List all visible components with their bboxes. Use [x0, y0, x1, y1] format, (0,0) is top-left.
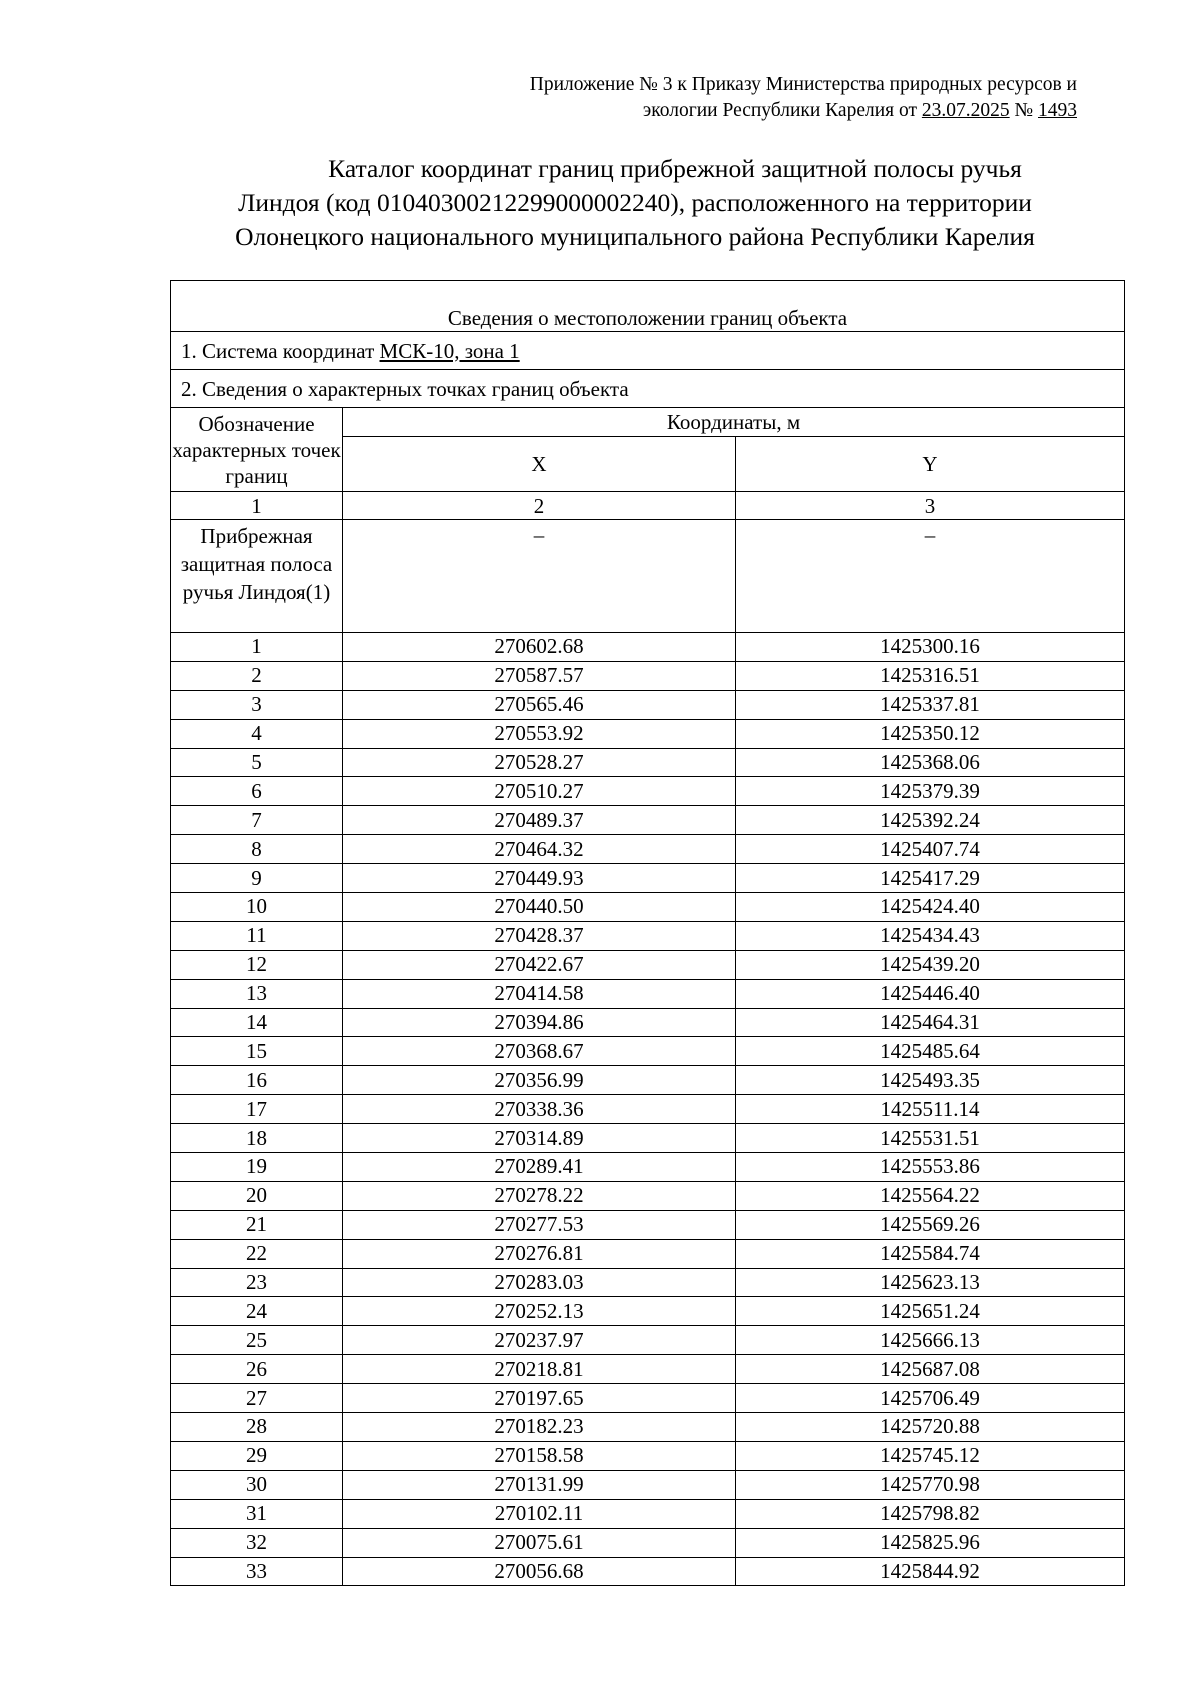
table-row [171, 835, 1125, 864]
table-row [171, 1384, 1125, 1413]
point-y: 1425584.74 [736, 1239, 1125, 1268]
point-x: 270056.68 [343, 1557, 736, 1586]
point-x: 270197.65 [343, 1384, 736, 1413]
point-x: 270356.99 [343, 1066, 736, 1095]
point-x: 270338.36 [343, 1095, 736, 1124]
point-x: 270158.58 [343, 1441, 736, 1470]
group-row [171, 520, 1125, 633]
point-y: 1425844.92 [736, 1557, 1125, 1586]
point-number: 8 [171, 835, 343, 864]
point-number: 6 [171, 777, 343, 806]
table-row [171, 1355, 1125, 1384]
point-x: 270283.03 [343, 1268, 736, 1297]
point-y: 1425379.39 [736, 777, 1125, 806]
point-number: 24 [171, 1297, 343, 1326]
coordinate-system-value: МСК-10, зона 1 [379, 338, 520, 363]
table-row [171, 806, 1125, 835]
table-row [171, 690, 1125, 719]
title-line-3: Олонецкого национального муниципального района Республики Карелия [235, 222, 1035, 251]
point-number: 9 [171, 864, 343, 893]
col-x-header: X [343, 437, 736, 492]
table-row [171, 1557, 1125, 1586]
point-y: 1425485.64 [736, 1037, 1125, 1066]
column-header-row-1 [171, 408, 1125, 437]
point-number: 33 [171, 1557, 343, 1586]
point-y: 1425798.82 [736, 1499, 1125, 1528]
group-label: Прибрежная защитная полоса ручья Линдоя(1) [171, 520, 343, 633]
point-x: 270440.50 [343, 893, 736, 922]
point-x: 270449.93 [343, 864, 736, 893]
point-y: 1425720.88 [736, 1413, 1125, 1442]
order-date: 23.07.2025 [921, 100, 1010, 121]
table-row [171, 864, 1125, 893]
point-x: 270489.37 [343, 806, 736, 835]
table-row [171, 1499, 1125, 1528]
point-y: 1425569.26 [736, 1210, 1125, 1239]
order-number-prefix: № [1009, 100, 1038, 121]
point-y: 1425424.40 [736, 893, 1125, 922]
group-x-value: – [343, 520, 736, 633]
point-number: 1 [171, 633, 343, 662]
point-number: 31 [171, 1499, 343, 1528]
point-number: 19 [171, 1153, 343, 1182]
point-number: 3 [171, 690, 343, 719]
point-x: 270553.92 [343, 719, 736, 748]
point-number: 12 [171, 950, 343, 979]
point-number: 25 [171, 1326, 343, 1355]
table-row [171, 1037, 1125, 1066]
table-row [171, 1008, 1125, 1037]
point-number: 18 [171, 1124, 343, 1153]
point-y: 1425825.96 [736, 1528, 1125, 1557]
point-y: 1425407.74 [736, 835, 1125, 864]
table-header: Сведения о местоположении границ объекта [171, 281, 1125, 332]
point-y: 1425745.12 [736, 1441, 1125, 1470]
point-y: 1425531.51 [736, 1124, 1125, 1153]
point-y: 1425666.13 [736, 1326, 1125, 1355]
point-x: 270289.41 [343, 1153, 736, 1182]
document-title [170, 152, 1100, 254]
point-y: 1425439.20 [736, 950, 1125, 979]
col-coords-header: Координаты, м [343, 408, 1125, 437]
table-row [171, 1268, 1125, 1297]
point-x: 270428.37 [343, 921, 736, 950]
col-designation-header: Обозначение характерных точек границ [171, 408, 343, 492]
point-number: 28 [171, 1413, 343, 1442]
point-y: 1425350.12 [736, 719, 1125, 748]
point-x: 270237.97 [343, 1326, 736, 1355]
point-x: 270182.23 [343, 1413, 736, 1442]
point-y: 1425493.35 [736, 1066, 1125, 1095]
point-number: 4 [171, 719, 343, 748]
point-y: 1425464.31 [736, 1008, 1125, 1037]
table-row [171, 1066, 1125, 1095]
points-section-row [171, 370, 1125, 408]
point-number: 27 [171, 1384, 343, 1413]
point-x: 270102.11 [343, 1499, 736, 1528]
point-y: 1425417.29 [736, 864, 1125, 893]
point-number: 13 [171, 979, 343, 1008]
point-x: 270464.32 [343, 835, 736, 864]
col-number-1: 1 [171, 492, 343, 520]
point-number: 29 [171, 1441, 343, 1470]
table-row [171, 748, 1125, 777]
point-x: 270276.81 [343, 1239, 736, 1268]
point-y: 1425706.49 [736, 1384, 1125, 1413]
table-header-row [171, 281, 1125, 332]
table-row [171, 1326, 1125, 1355]
point-number: 22 [171, 1239, 343, 1268]
point-x: 270422.67 [343, 950, 736, 979]
table-row [171, 1441, 1125, 1470]
table-row [171, 1095, 1125, 1124]
title-line-2: Линдоя (код 01040300212299000002240), расположенного на территории [238, 188, 1032, 217]
point-x: 270218.81 [343, 1355, 736, 1384]
title-line-1: Каталог координат границ прибрежной защитной полосы ручья [328, 154, 1022, 183]
point-y: 1425300.16 [736, 633, 1125, 662]
point-x: 270075.61 [343, 1528, 736, 1557]
coordinate-system [171, 332, 1125, 370]
column-number-row [171, 492, 1125, 520]
point-x: 270587.57 [343, 661, 736, 690]
order-number: 1493 [1038, 100, 1077, 121]
point-x: 270277.53 [343, 1210, 736, 1239]
point-x: 270368.67 [343, 1037, 736, 1066]
col-y-header: Y [736, 437, 1125, 492]
point-x: 270252.13 [343, 1297, 736, 1326]
point-x: 270131.99 [343, 1470, 736, 1499]
point-number: 30 [171, 1470, 343, 1499]
point-y: 1425511.14 [736, 1095, 1125, 1124]
point-number: 17 [171, 1095, 343, 1124]
appendix-line-1: Приложение № 3 к Приказу Министерства природных ресурсов и [529, 74, 1077, 95]
point-y: 1425392.24 [736, 806, 1125, 835]
point-y: 1425368.06 [736, 748, 1125, 777]
point-y: 1425687.08 [736, 1355, 1125, 1384]
point-y: 1425651.24 [736, 1297, 1125, 1326]
point-x: 270510.27 [343, 777, 736, 806]
table-row [171, 1528, 1125, 1557]
point-number: 11 [171, 921, 343, 950]
table-row [171, 1413, 1125, 1442]
point-number: 5 [171, 748, 343, 777]
point-x: 270314.89 [343, 1124, 736, 1153]
table-row [171, 950, 1125, 979]
table-row [171, 1297, 1125, 1326]
point-y: 1425564.22 [736, 1181, 1125, 1210]
point-number: 23 [171, 1268, 343, 1297]
table-row [171, 777, 1125, 806]
point-y: 1425446.40 [736, 979, 1125, 1008]
point-number: 16 [171, 1066, 343, 1095]
point-number: 32 [171, 1528, 343, 1557]
table-row [171, 1239, 1125, 1268]
point-x: 270565.46 [343, 690, 736, 719]
table-row [171, 719, 1125, 748]
point-number: 20 [171, 1181, 343, 1210]
coordinate-system-prefix: 1. Система координат [181, 338, 380, 363]
point-y: 1425770.98 [736, 1470, 1125, 1499]
col-number-3: 3 [736, 492, 1125, 520]
point-number: 7 [171, 806, 343, 835]
point-y: 1425434.43 [736, 921, 1125, 950]
point-number: 2 [171, 661, 343, 690]
appendix-line-2 [437, 98, 1077, 124]
point-number: 21 [171, 1210, 343, 1239]
point-y: 1425316.51 [736, 661, 1125, 690]
table-row [171, 661, 1125, 690]
coordinate-system-row [171, 332, 1125, 370]
table-row [171, 1210, 1125, 1239]
table-row [171, 1124, 1125, 1153]
group-y-value: – [736, 520, 1125, 633]
point-x: 270602.68 [343, 633, 736, 662]
point-number: 10 [171, 893, 343, 922]
table-row [171, 1470, 1125, 1499]
point-number: 14 [171, 1008, 343, 1037]
point-number: 15 [171, 1037, 343, 1066]
point-x: 270528.27 [343, 748, 736, 777]
appendix-note [437, 72, 1077, 124]
point-x: 270394.86 [343, 1008, 736, 1037]
point-y: 1425553.86 [736, 1153, 1125, 1182]
table-row [171, 1153, 1125, 1182]
col-number-2: 2 [343, 492, 736, 520]
point-x: 270414.58 [343, 979, 736, 1008]
point-y: 1425337.81 [736, 690, 1125, 719]
point-number: 26 [171, 1355, 343, 1384]
point-x: 270278.22 [343, 1181, 736, 1210]
table-row [171, 633, 1125, 662]
points-section-title: 2. Сведения о характерных точках границ объекта [171, 370, 1125, 408]
table-row [171, 893, 1125, 922]
table-row [171, 979, 1125, 1008]
table-row [171, 1181, 1125, 1210]
appendix-line-2-prefix: экологии Республики Карелия от [642, 100, 922, 121]
point-y: 1425623.13 [736, 1268, 1125, 1297]
table-row [171, 921, 1125, 950]
coordinates-table [170, 280, 1125, 1586]
